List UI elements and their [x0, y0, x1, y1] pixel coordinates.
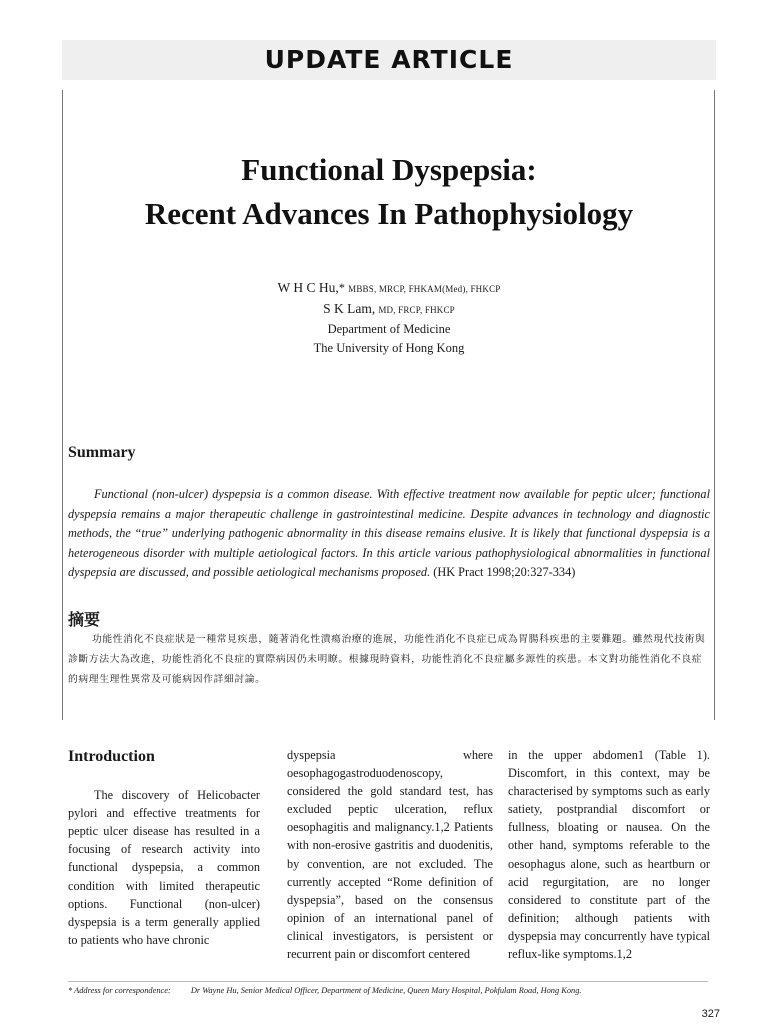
summary-paragraph	[68, 485, 710, 583]
introduction-paragraph-col3: in the upper abdomen1 (Table 1). Discomfort, in this context, may be characterised by symptoms such as early satiety, postprandial discomfort or fullness, bloating or nausea. On the other hand, symptoms referable to the oesophagus alone, such as heartburn or acid regurgitation, are no longer considered to constitute part of the definition; although patients with dyspepsia may concurrently have typical reflux-like symptoms.1,2	[508, 748, 710, 962]
author-1-name: W H C Hu,	[277, 280, 339, 295]
chinese-summary-heading: 摘要	[68, 612, 101, 629]
affiliation-university: The University of Hong Kong	[313, 341, 465, 355]
footnote-label: * Address for correspondence:	[68, 986, 171, 995]
article-type-banner	[62, 40, 716, 80]
author-block	[62, 278, 716, 358]
body-column-2	[287, 746, 493, 963]
author-1-degrees: MBBS, MRCP, FHKAM(Med), FHKCP	[348, 284, 501, 294]
body-column-3	[508, 746, 710, 963]
article-title	[62, 148, 716, 236]
page-number: 327	[701, 1008, 720, 1020]
summary-text: Functional (non-ulcer) dyspepsia is a common disease. With effective treatment now available for peptic ulcer; functional dyspepsia remains a major therapeutic challenge in gastrointestinal medicine. Despite advances in technology and diagnostic methods, the “true” underlying pathogenic abnormality in this disease remains elusive. It is likely that functional dyspepsia is a heterogeneous disorder with multiple aetiological factors. In this article various pathophysiological abnormalities in functional dyspepsia are discussed, and possible aetiological mechanisms proposed.	[68, 487, 710, 580]
chinese-summary-text: 功能性消化不良症狀是一種常見疾患，隨著消化性潰瘍治療的進展，功能性消化不良症已成為胃腸科疾患的主要難題。雖然現代技術與診斷方法大為改進，功能性消化不良症的實際病因仍未明瞭。根據現時資料，功能性消化不良症屬多源性的疾患。本文對功能性消化不良症的病理生理性異常及可能病因作詳細討論。	[68, 634, 706, 685]
article-type-label: UPDATE ARTICLE	[264, 45, 514, 74]
title-line-2: Recent Advances In Pathophysiology	[144, 196, 634, 231]
introduction-heading: Introduction	[68, 748, 155, 765]
author-2	[62, 299, 716, 320]
introduction-paragraph-col1: The discovery of Helicobacter pylori and effective treatments for peptic ulcer disease has resulted in a focusing of research activity into functional dyspepsia, a common condition with limited therapeutic options. Functional (non-ulcer) dyspepsia is a term generally applied to patients who have chronic	[68, 788, 260, 947]
author-1	[62, 278, 716, 299]
introduction-paragraph-col2: dyspepsia where oesophagogastroduodenoscopy, considered the gold standard test, has excluded peptic ulceration, reflux oesophagitis and malignancy.1,2 Patients with non-erosive gastritis and duodenitis, by convention, are not excluded. The currently accepted “Rome definition of dyspepsia”, based on the consensus opinion of an international panel of clinical investigators, is persistent or recurrent pain or discomfort centered	[287, 748, 493, 962]
author-2-degrees: MD, FRCP, FHKCP	[378, 305, 455, 315]
footnote-text: Dr Wayne Hu, Senior Medical Officer, Department of Medicine, Queen Mary Hospital, Pokfulam Road, Hong Kong.	[190, 986, 582, 995]
correspondence-mark: *	[338, 281, 346, 295]
summary-citation: (HK Pract 1998;20:327-334)	[433, 565, 576, 580]
body-column-1	[68, 746, 260, 949]
correspondence-footnote	[68, 981, 708, 997]
title-line-1: Functional Dyspepsia:	[241, 152, 537, 187]
summary-heading: Summary	[68, 444, 136, 461]
author-2-name: S K Lam,	[323, 301, 376, 316]
affiliation-department: Department of Medicine	[327, 322, 451, 336]
